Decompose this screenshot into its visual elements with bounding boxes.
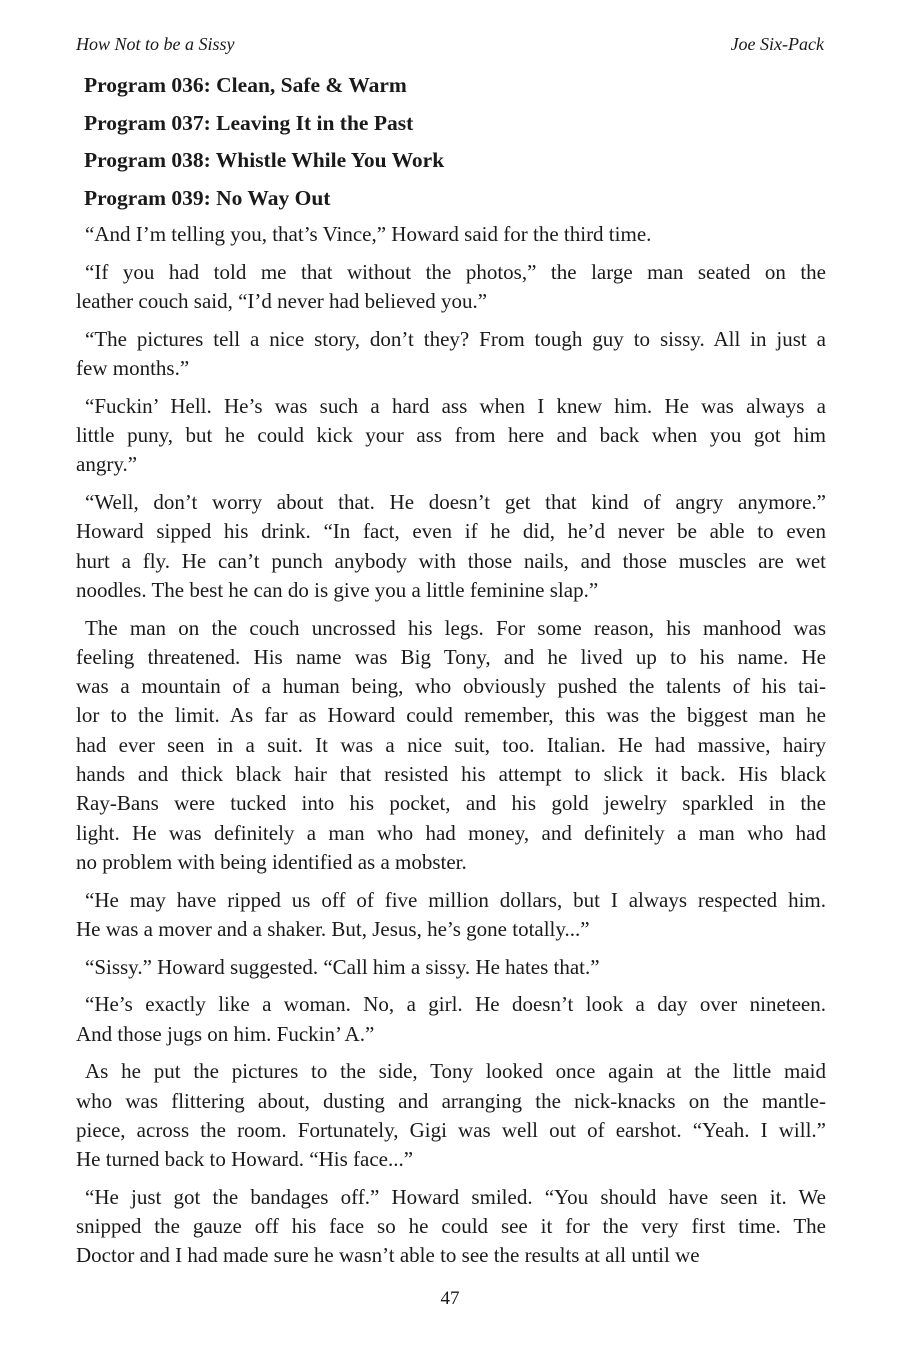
paragraph: [76, 392, 826, 480]
text-line: He turned back to Howard. “His face...”: [76, 1147, 414, 1172]
text-line: had ever seen in a suit. It was a nice suit, too. Italian. He had massive, hairy: [76, 732, 826, 757]
paragraph: [76, 614, 826, 878]
text-line: snipped the gauze off his face so he could see it for the very first time. The: [76, 1214, 826, 1239]
paragraph: [76, 953, 826, 982]
program-headings: [84, 70, 444, 221]
text-line: “Well, don’t worry about that. He doesn’t get that kind of angry anymore.”: [85, 489, 826, 514]
running-head-book-title: How Not to be a Sissy: [76, 34, 235, 54]
text-line: Howard sipped his drink. “In fact, even if he did, he’d never be able to even: [76, 519, 826, 544]
text-line: few months.”: [76, 355, 190, 380]
text-line: “He may have ripped us off of five million dollars, but I always respected him.: [85, 887, 826, 912]
text-line: little puny, but he could kick your ass from here and back when you got him: [76, 422, 826, 447]
text-line: no problem with being identified as a mobster.: [76, 849, 467, 874]
paragraph: [76, 1183, 826, 1271]
program-heading: Program 037: Leaving It in the Past: [84, 110, 414, 135]
text-line: As he put the pictures to the side, Tony looked once again at the little maid: [85, 1059, 826, 1084]
text-line: noodles. The best he can do is give you a little feminine slap.”: [76, 577, 599, 602]
paragraph: [76, 886, 826, 945]
running-head-author: Joe Six-Pack: [730, 34, 824, 54]
paragraph: [76, 990, 826, 1049]
text-line: “He’s exactly like a woman. No, a girl. He doesn’t look a day over nineteen.: [85, 992, 826, 1017]
program-heading: Program 038: Whistle While You Work: [84, 148, 445, 173]
text-line: who was flittering about, dusting and arranging the nick-knacks on the mantle-: [76, 1088, 826, 1113]
text-line: was a mountain of a human being, who obviously pushed the talents of his tai-: [76, 674, 826, 699]
program-heading: Program 039: No Way Out: [84, 186, 331, 211]
text-line: He was a mover and a shaker. But, Jesus, he’s gone totally...”: [76, 916, 590, 941]
text-line: angry.”: [76, 452, 138, 477]
text-line: And those jugs on him. Fuckin’ A.”: [76, 1021, 375, 1046]
text-line: “Fuckin’ Hell. He’s was such a hard ass when I knew him. He was always a: [85, 393, 826, 418]
text-line: Ray-Bans were tucked into his pocket, and his gold jewelry sparkled in the: [76, 791, 826, 816]
text-line: leather couch said, “I’d never had believed you.”: [76, 288, 488, 313]
text-line: “Sissy.” Howard suggested. “Call him a sissy. He hates that.”: [85, 954, 600, 979]
page-number: 47: [440, 1288, 460, 1309]
text-line: light. He was definitely a man who had money, and definitely a man who had: [76, 820, 826, 845]
paragraph: [76, 325, 826, 384]
paragraph: [76, 258, 826, 317]
text-line: “He just got the bandages off.” Howard smiled. “You should have seen it. We: [85, 1184, 826, 1209]
text-line: “And I’m telling you, that’s Vince,” Howard said for the third time.: [85, 222, 652, 246]
text-line: Doctor and I had made sure he wasn’t able to see the results at all until we: [76, 1243, 700, 1268]
paragraph: [76, 220, 826, 249]
text-line: hurt a fly. He can’t punch anybody with those nails, and those muscles are wet: [76, 548, 826, 573]
paragraph: [76, 1057, 826, 1174]
text-line: hands and thick black hair that resisted his attempt to slick it back. His black: [76, 762, 826, 786]
text-line: “The pictures tell a nice story, don’t they? From tough guy to sissy. All in just a: [85, 326, 826, 351]
text-line: feeling threatened. His name was Big Tony, and he lived up to his name. He: [76, 644, 826, 669]
program-heading: Program 036: Clean, Safe & Warm: [84, 73, 407, 97]
text-line: piece, across the room. Fortunately, Gigi was well out of earshot. “Yeah. I will.”: [76, 1117, 826, 1142]
body-text: [76, 220, 826, 1279]
text-line: The man on the couch uncrossed his legs. For some reason, his manhood was: [85, 615, 826, 640]
paragraph: [76, 488, 826, 605]
text-line: lor to the limit. As far as Howard could remember, this was the biggest man he: [76, 703, 826, 728]
text-line: “If you had told me that without the photos,” the large man seated on the: [85, 259, 826, 284]
